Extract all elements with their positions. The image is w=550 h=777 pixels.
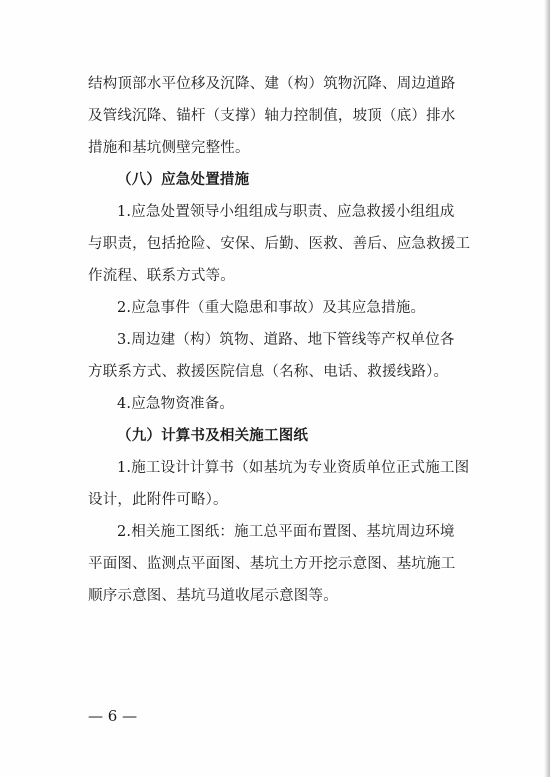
text-line: 措施和基坑侧壁完整性。 bbox=[88, 140, 250, 156]
text-line: 4.应急物资准备。 bbox=[117, 396, 235, 412]
text-line: 1.应急处置领导小组组成与职责、应急救援小组组成 bbox=[117, 204, 455, 220]
text-line: 2.应急事件（重大隐患和事故）及其应急措施。 bbox=[117, 300, 426, 316]
text-line: 顺序示意图、基坑马道收尾示意图等。 bbox=[88, 588, 338, 604]
text-line: 结构顶部水平位移及沉降、建（构）筑物沉降、周边道路 bbox=[88, 76, 456, 92]
text-line: 平面图、监测点平面图、基坑土方开挖示意图、基坑施工 bbox=[88, 556, 456, 572]
section-heading-8: （八）应急处置措施 bbox=[117, 171, 250, 188]
section-heading-9: （九）计算书及相关施工图纸 bbox=[117, 427, 309, 444]
text-line: 作流程、联系方式等。 bbox=[88, 268, 235, 284]
page-number: — 6 — bbox=[88, 707, 138, 725]
text-line: 1.施工设计计算书（如基坑为专业资质单位正式施工图 bbox=[117, 460, 470, 476]
text-line: 3.周边建（构）筑物、道路、地下管线等产权单位各 bbox=[117, 332, 455, 348]
text-line: 2.相关施工图纸：施工总平面布置图、基坑周边环境 bbox=[117, 524, 455, 540]
body-text bbox=[88, 68, 486, 612]
text-line: 方联系方式、救援医院信息（名称、电话、救援线路）。 bbox=[88, 364, 449, 380]
text-line: 与职责，包括抢险、安保、后勤、医救、善后、应急救援工 bbox=[88, 236, 471, 252]
text-line: 及管线沉降、锚杆（支撑）轴力控制值，坡顶（底）排水 bbox=[88, 108, 456, 124]
text-line: 设计，此附件可略）。 bbox=[88, 492, 228, 508]
page-edge-shadow bbox=[544, 0, 550, 777]
